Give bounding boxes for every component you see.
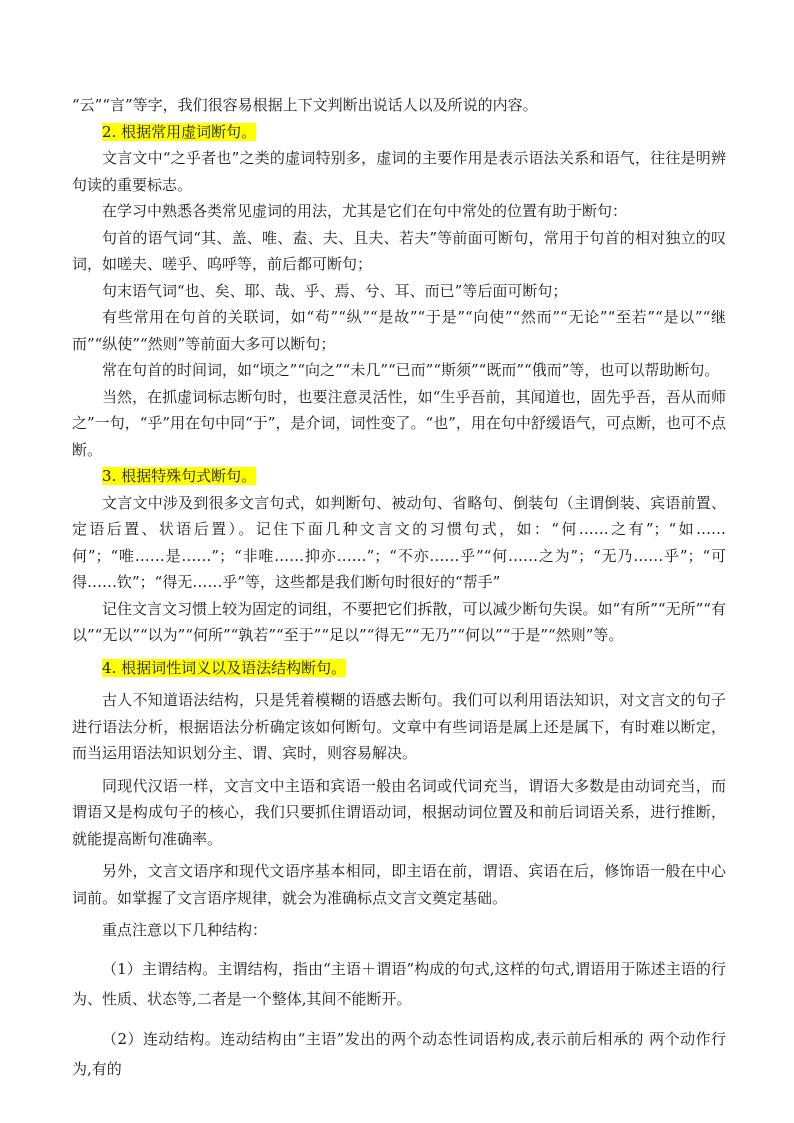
highlight: 4. 根据词性词义以及语法结构断句。 xyxy=(102,658,347,677)
paragraph: 另外，文言文语序和现代文语序基本相同，即主语在前，谓语、宾语在后，修饰语一般在中心词前。如掌握了文言语序规律，就会为准确标点文言文奠定基础。 xyxy=(72,862,726,907)
paragraph: 句末语气词“也、矣、耶、哉、乎、焉、兮、耳、而已”等后面可断句； xyxy=(102,281,568,300)
paragraph: 句首的语气词“其、盖、唯、盍、夫、且夫、若夫”等前面可断句，常用于句首的相对独立的叹词，如嗟夫、嗟乎、呜呼等，前后都可断句； xyxy=(72,228,726,273)
paragraph: “云”“言”等字，我们很容易根据上下文判断出说话人以及所说的内容。 xyxy=(72,96,538,114)
paragraph: 同现代汉语一样，文言文中主语和宾语一般由名词或代词充当，谓语大多数是由动词充当，而谓语又是构成句子的核心，我们只要抓住谓语动词，根据动词位置及和前后词语关系，进行推断，就能提高断句准确率。 xyxy=(72,776,726,848)
section-heading-4 xyxy=(72,655,726,682)
paragraph: 当然，在抓虚词标志断句时，也要注意灵活性，如“生乎吾前，其闻道也，固先乎吾，吾从而师之”一句，“乎”用在句中同“于”，是介词，词性变了。“也”，用在句中舒缓语气，可点断，也可不点断。 xyxy=(72,387,726,459)
paragraph: 文言文中涉及到很多文言句式，如判断句、被动句、省略句、倒装句（主谓倒装、宾语前置、定语后置、状语后置）。记住下面几种文言文的习惯句式，如：“何……之有”；“如……何”；“唯……是……”；“非唯……抑亦……”；“不亦……乎”“何……之为”；“无乃……乎”；“可得……钦”；“得无……乎”等，这些都是我们断句时很好的“帮手” xyxy=(72,493,726,591)
paragraph: 文言文中“之乎者也”之类的虚词特别多，虚词的主要作用是表示语法关系和语气，往往是明辨句读的重要标志。 xyxy=(72,149,726,194)
list-item: （2）连动结构。连动结构由“主语”发出的两个动态性词语构成,表示前后相承的 两个动作行为,有的 xyxy=(72,1029,726,1078)
paragraph: 有些常用在句首的关联词，如“苟”“纵”“是故”“于是”“向使”“然而”“无论”“至若”“是以”“继而”“纵使”“然则”等前面大多可以断句； xyxy=(72,308,726,353)
section-heading-2 xyxy=(72,119,726,146)
paragraph: 古人不知道语法结构，只是凭着模糊的语感去断句。我们可以利用语法知识，对文言文的句子进行语法分析，根据语法分析确定该如何断句。文章中有些词语是属上还是属下，有时难以断定，而当运用语法知识划分主、谓、宾时，则容易解决。 xyxy=(72,691,726,762)
section-heading-3 xyxy=(72,463,726,490)
paragraph: 常在句首的时间词，如“顷之”“向之”“未几”“已而”“斯须”“既而”“俄而”等，也可以帮助断句。 xyxy=(102,361,720,379)
paragraph: 记住文言文习惯上较为固定的词组，不要把它们拆散，可以减少断句失误。如“有所”“无所”“有以”“无以”“以为”“何所”“孰若”“至于”“足以”“得无”“无乃”“何以”“于是”“然则”等。 xyxy=(72,599,726,644)
paragraph: 在学习中熟悉各类常见虚词的用法，尤其是它们在句中常处的位置有助于断句： xyxy=(102,202,628,220)
highlight: 2. 根据常用虚词断句。 xyxy=(102,122,257,141)
paragraph: 重点注意以下几种结构： xyxy=(102,921,268,939)
document-page xyxy=(72,92,726,1084)
highlight: 3. 根据特殊句式断句。 xyxy=(102,467,257,485)
list-item: （1）主谓结构。主谓结构，指由“主语＋谓语”构成的句式,这样的句式,谓语用于陈述主语的行为、性质、状态等,二者是一个整体,其间不能断开。 xyxy=(72,959,726,1008)
